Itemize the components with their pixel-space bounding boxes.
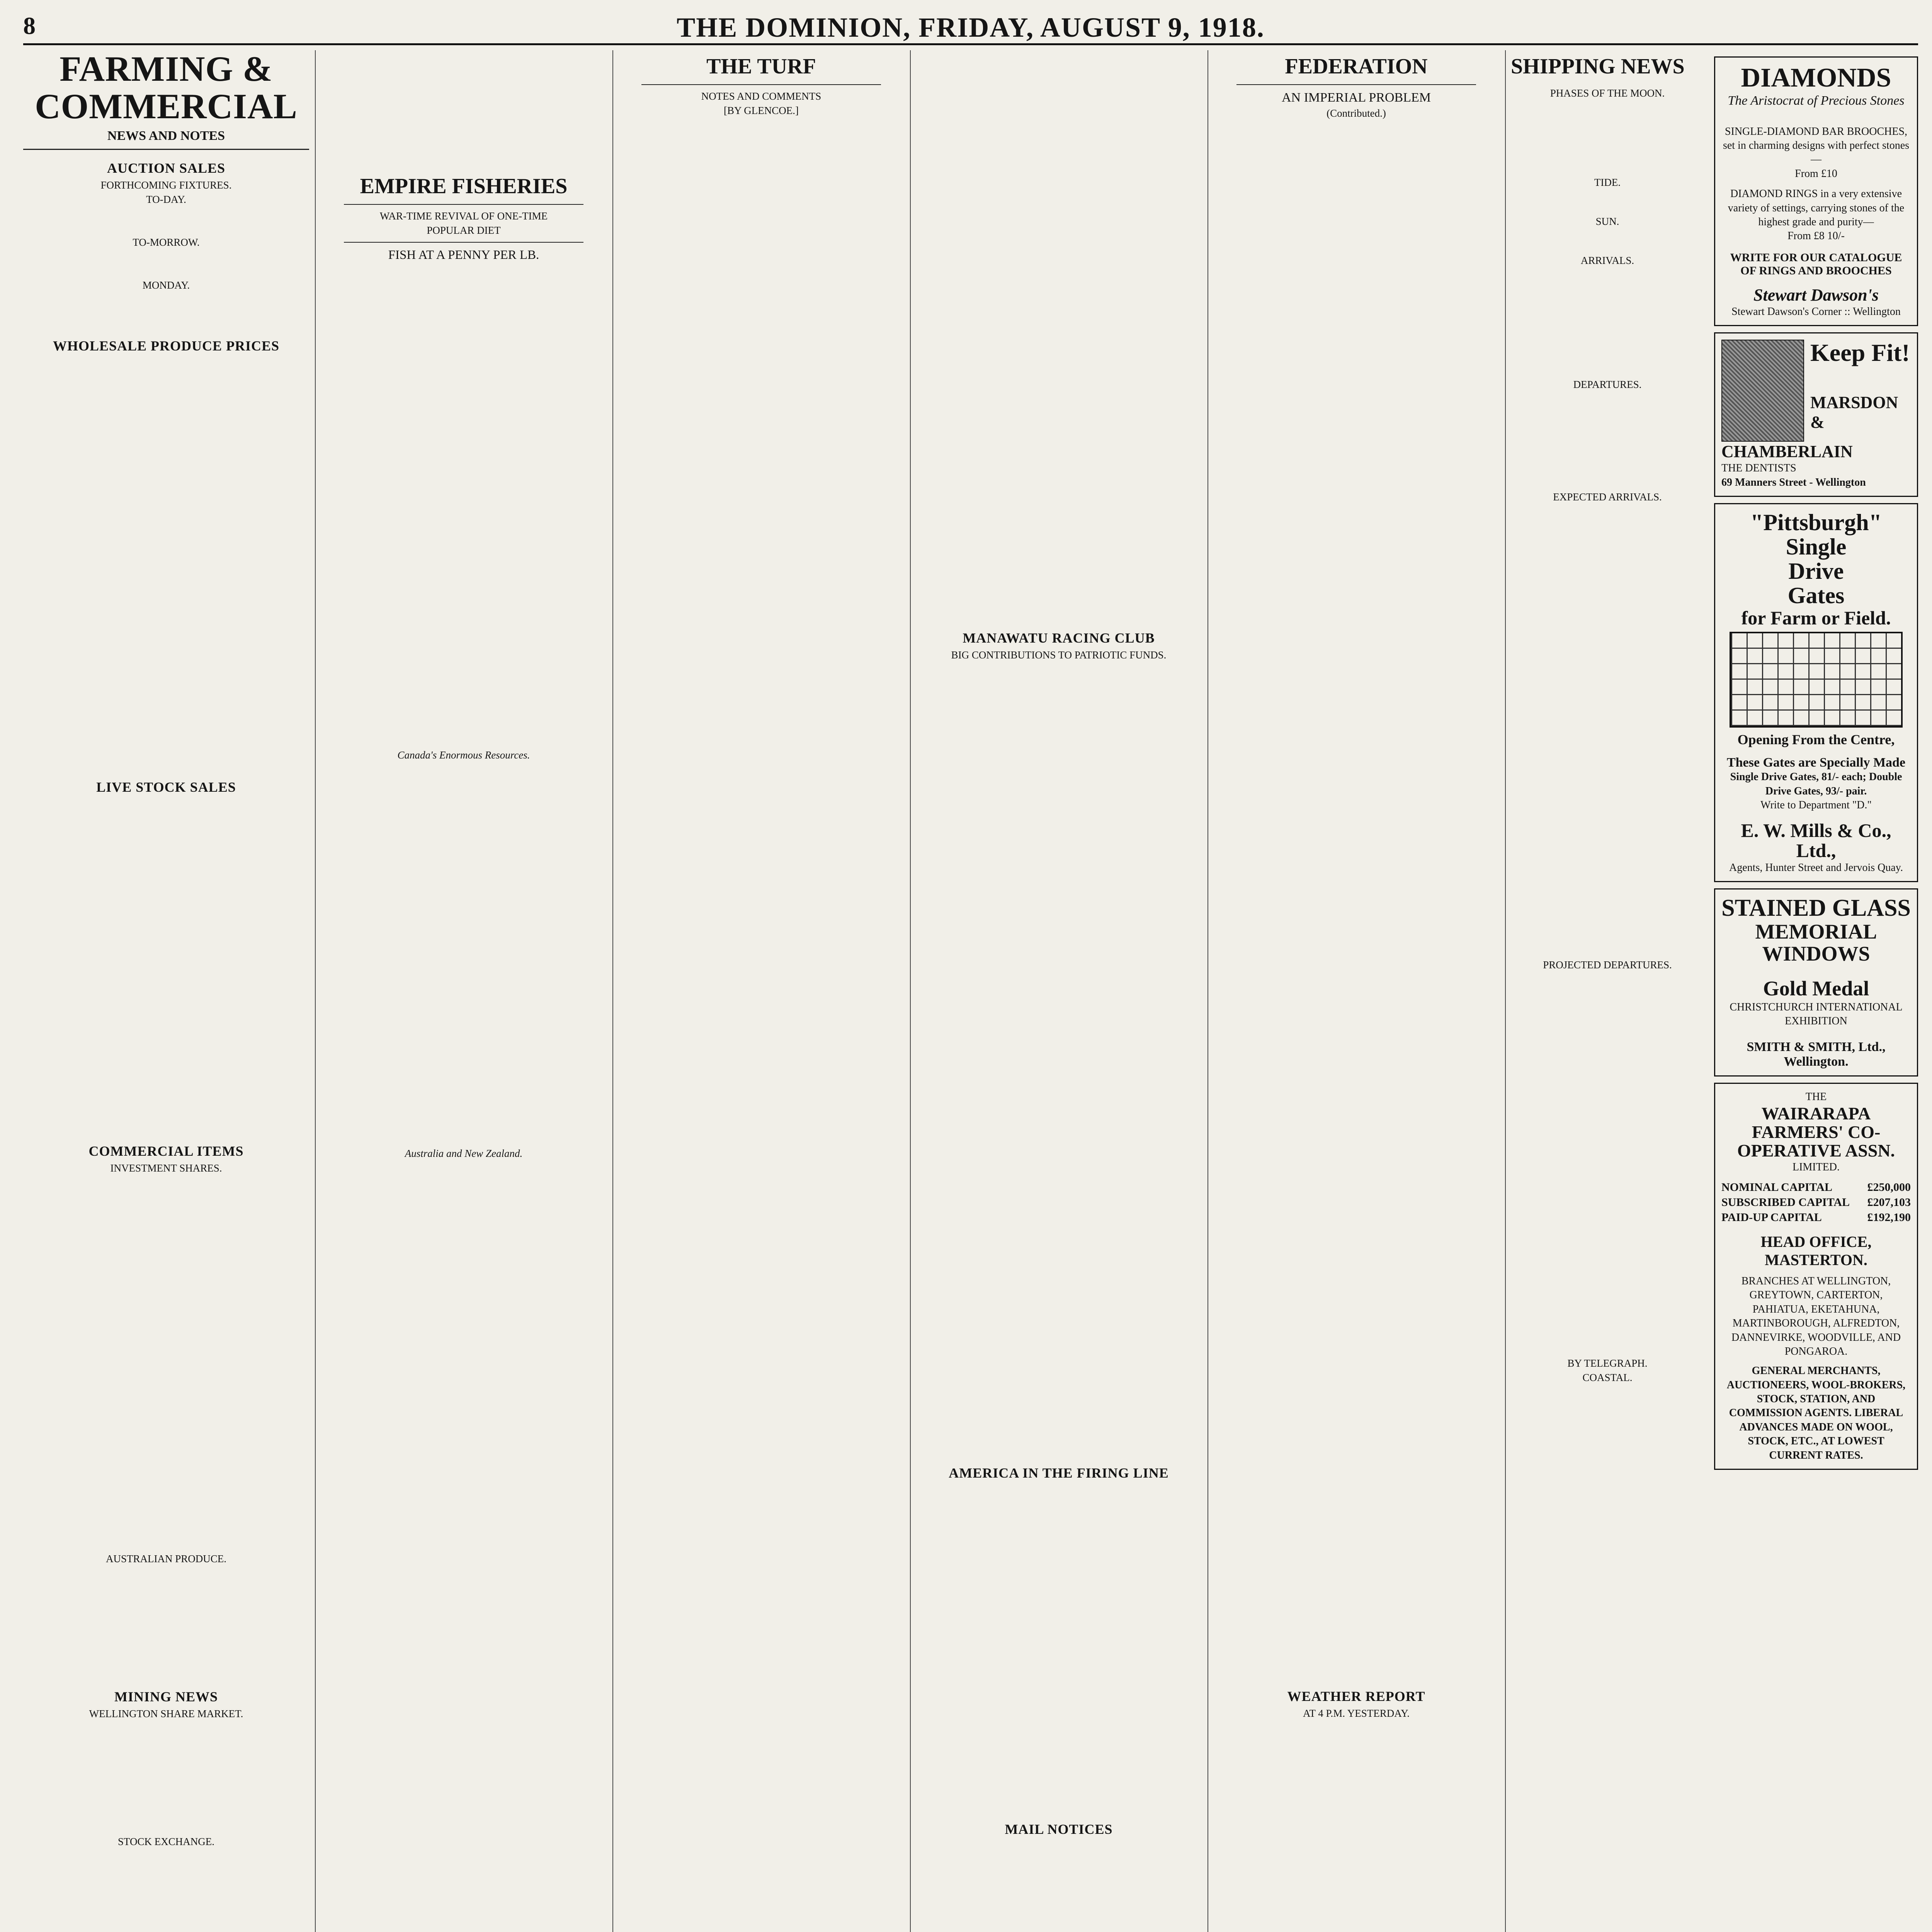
- subhead: TO-DAY.: [146, 194, 186, 206]
- ad-pittsburgh-gates: [1714, 503, 1918, 882]
- subhead: WELLINGTON SHARE MARKET.: [89, 1708, 243, 1720]
- shipping-listings: [1511, 85, 1704, 1932]
- headline-livestock: LIVE STOCK SALES: [96, 779, 236, 795]
- column-turf: [618, 50, 904, 1932]
- column-rule: [910, 50, 911, 1932]
- subhead: TO-MORROW.: [133, 236, 200, 248]
- subhead: EXPECTED ARRIVALS.: [1553, 491, 1662, 503]
- capital-value: £250,000: [1867, 1180, 1911, 1194]
- divider: [23, 149, 309, 150]
- ad-text: Write to Department "D.": [1760, 799, 1872, 811]
- subhead: POPULAR DIET: [427, 224, 501, 236]
- headline-mail: MAIL NOTICES: [1005, 1821, 1113, 1837]
- subhead: AN IMPERIAL PROBLEM: [1282, 90, 1431, 105]
- divider: [344, 204, 583, 205]
- headline-commercial: COMMERCIAL ITEMS: [88, 1143, 244, 1159]
- subhead: Australia and New Zealand.: [405, 1148, 523, 1159]
- ad-tagline: The Aristocrat of Precious Stones: [1728, 93, 1905, 108]
- ad-text: BRANCHES AT WELLINGTON, GREYTOWN, CARTERTON, PAHIATUA, EKETAHUNA, MARTINBOROUGH, ALFREDTON, DANNEVIRKE, WOODVILLE, AND PONGAROA.: [1731, 1275, 1901, 1357]
- headline-empire-fisheries: EMPIRE FISHERIES: [360, 174, 568, 198]
- capital-label: SUBSCRIBED CAPITAL: [1721, 1196, 1850, 1209]
- ad-text: Opening From the Centre,: [1737, 732, 1895, 748]
- headline-wholesale: WHOLESALE PRODUCE PRICES: [53, 338, 280, 354]
- column-farming: [23, 50, 309, 1932]
- ad-diamonds: [1714, 56, 1918, 326]
- ad-brand: E. W. Mills & Co., Ltd.,: [1741, 819, 1891, 862]
- ad-address: Stewart Dawson's Corner :: Wellington: [1731, 305, 1901, 318]
- headline-turf: THE TURF: [706, 54, 816, 78]
- subhead: BIG CONTRIBUTIONS TO PATRIOTIC FUNDS.: [951, 649, 1167, 661]
- subhead: FISH AT A PENNY PER LB.: [388, 248, 539, 262]
- subhead: COASTAL.: [1582, 1372, 1633, 1383]
- headline-mining: MINING NEWS: [114, 1689, 218, 1705]
- column-empire: [321, 50, 607, 1932]
- subhead: STOCK EXCHANGE.: [117, 1836, 214, 1848]
- ad-text: DIAMOND RINGS in a very extensive variety of settings, carrying stones of the highest grade and purity—: [1728, 188, 1905, 228]
- ad-address: Agents, Hunter Street and Jervois Quay.: [1729, 861, 1903, 874]
- ad-text: Gold Medal: [1763, 976, 1869, 1000]
- ad-dentist: [1714, 332, 1918, 497]
- ad-brand: SMITH & SMITH, Ltd., Wellington.: [1747, 1040, 1886, 1069]
- masthead: [23, 8, 1918, 45]
- ad-price: Single Drive Gates, 81/- each; Double Drive Gates, 93/- pair.: [1730, 771, 1902, 797]
- subhead: MONDAY.: [142, 279, 190, 291]
- subhead: TIDE.: [1594, 177, 1621, 188]
- ad-title: Single: [1786, 534, 1847, 560]
- ad-text: HEAD OFFICE, MASTERTON.: [1760, 1233, 1872, 1269]
- ad-wairarapa-farmers: [1714, 1083, 1918, 1470]
- column-federation: [1213, 50, 1499, 1932]
- subhead: BY TELEGRAPH.: [1567, 1357, 1648, 1369]
- subhead: DEPARTURES.: [1573, 379, 1642, 390]
- subhead: WAR-TIME REVIVAL OF ONE-TIME: [379, 210, 548, 222]
- dentist-photo-image: [1721, 340, 1804, 442]
- capital-value: £207,103: [1867, 1196, 1911, 1209]
- subhead: PHASES OF THE MOON.: [1550, 87, 1665, 99]
- subhead: AT 4 P.M. YESTERDAY.: [1303, 1708, 1410, 1719]
- ad-title: "Pittsburgh": [1750, 509, 1882, 535]
- ad-title: Drive: [1788, 558, 1844, 584]
- section-subtitle: NEWS AND NOTES: [107, 129, 225, 143]
- subhead: (Contributed.): [1327, 107, 1386, 119]
- subhead: NOTES AND COMMENTS: [701, 90, 821, 102]
- headline-shipping: SHIPPING NEWS: [1511, 54, 1685, 78]
- ad-brand: MARSDON &: [1810, 393, 1898, 432]
- subhead: PROJECTED DEPARTURES.: [1543, 959, 1672, 971]
- ad-text: THE DENTISTS: [1721, 462, 1796, 474]
- ad-brand: Stewart Dawson's: [1753, 285, 1879, 304]
- headline-federation: FEDERATION: [1285, 54, 1428, 78]
- headline-weather: WEATHER REPORT: [1287, 1689, 1425, 1704]
- column-shipping: [1511, 50, 1920, 1932]
- ad-title: WAIRARAPA FARMERS' CO-OPERATIVE ASSN.: [1737, 1103, 1895, 1161]
- subhead: ARRIVALS.: [1580, 255, 1634, 266]
- ad-brand: CHAMBERLAIN: [1721, 442, 1853, 461]
- ad-title: DIAMONDS: [1741, 63, 1891, 93]
- headline-manawatu: MANAWATU RACING CLUB: [963, 630, 1155, 646]
- subhead: Canada's Enormous Resources.: [397, 749, 530, 761]
- ad-price: From £8 10/-: [1787, 230, 1845, 242]
- newspaper-title: THE DOMINION, FRIDAY, AUGUST 9, 1918.: [677, 12, 1265, 43]
- ad-title: STAINED GLASS: [1721, 895, 1911, 922]
- column-rule: [612, 50, 613, 1932]
- capital-label: NOMINAL CAPITAL: [1721, 1180, 1832, 1194]
- headline-america: AMERICA IN THE FIRING LINE: [949, 1465, 1169, 1481]
- ad-price: From £10: [1795, 167, 1837, 180]
- capital-row: [1721, 1210, 1911, 1225]
- subhead: FORTHCOMING FIXTURES.: [100, 179, 232, 191]
- ad-address: 69 Manners Street - Wellington: [1721, 476, 1866, 488]
- ad-title: Keep Fit!: [1810, 339, 1910, 367]
- capital-label: PAID-UP CAPITAL: [1721, 1211, 1822, 1224]
- byline: [BY GLENCOE.]: [724, 105, 799, 116]
- ad-text: THE: [1805, 1091, 1827, 1103]
- ad-column: [1712, 50, 1920, 1476]
- ad-stained-glass: [1714, 888, 1918, 1077]
- ad-text: SINGLE-DIAMOND BAR BROOCHES, set in charming designs with perfect stones—: [1723, 125, 1910, 166]
- ad-text: CHRISTCHURCH INTERNATIONAL EXHIBITION: [1730, 1001, 1903, 1027]
- subhead: INVESTMENT SHARES.: [110, 1162, 222, 1174]
- ad-title: MEMORIAL WINDOWS: [1755, 920, 1877, 965]
- ad-title: Gates: [1787, 582, 1845, 608]
- column-rule: [315, 50, 316, 1932]
- divider: [641, 84, 881, 85]
- subhead: AUSTRALIAN PRODUCE.: [105, 1553, 227, 1565]
- ad-text: WRITE FOR OUR CATALOGUE OF RINGS AND BROOCHES: [1730, 251, 1902, 277]
- capital-row: [1721, 1195, 1911, 1210]
- section-title: FARMING & COMMERCIAL: [35, 50, 298, 126]
- capital-row: [1721, 1180, 1911, 1195]
- divider: [344, 242, 583, 243]
- capital-value: £192,190: [1867, 1211, 1911, 1224]
- subhead: SUN.: [1595, 216, 1619, 227]
- column-manawatu: [916, 50, 1202, 1932]
- ad-text: These Gates are Specially Made: [1726, 755, 1906, 770]
- ad-text: GENERAL MERCHANTS, AUCTIONEERS, WOOL-BROKERS, STOCK, STATION, AND COMMISSION AGENTS. LIBERAL ADVANCES MADE ON WOOL, STOCK, ETC., AT LOWEST CURRENT RATES.: [1726, 1365, 1906, 1461]
- column-rule: [1505, 50, 1506, 1932]
- divider: [1236, 84, 1476, 85]
- ad-text: LIMITED.: [1792, 1161, 1840, 1173]
- ad-title: for Farm or Field.: [1741, 607, 1891, 629]
- gate-illustration-image: [1730, 632, 1903, 728]
- page-number: 8: [23, 12, 36, 39]
- headline-auction: AUCTION SALES: [107, 160, 226, 176]
